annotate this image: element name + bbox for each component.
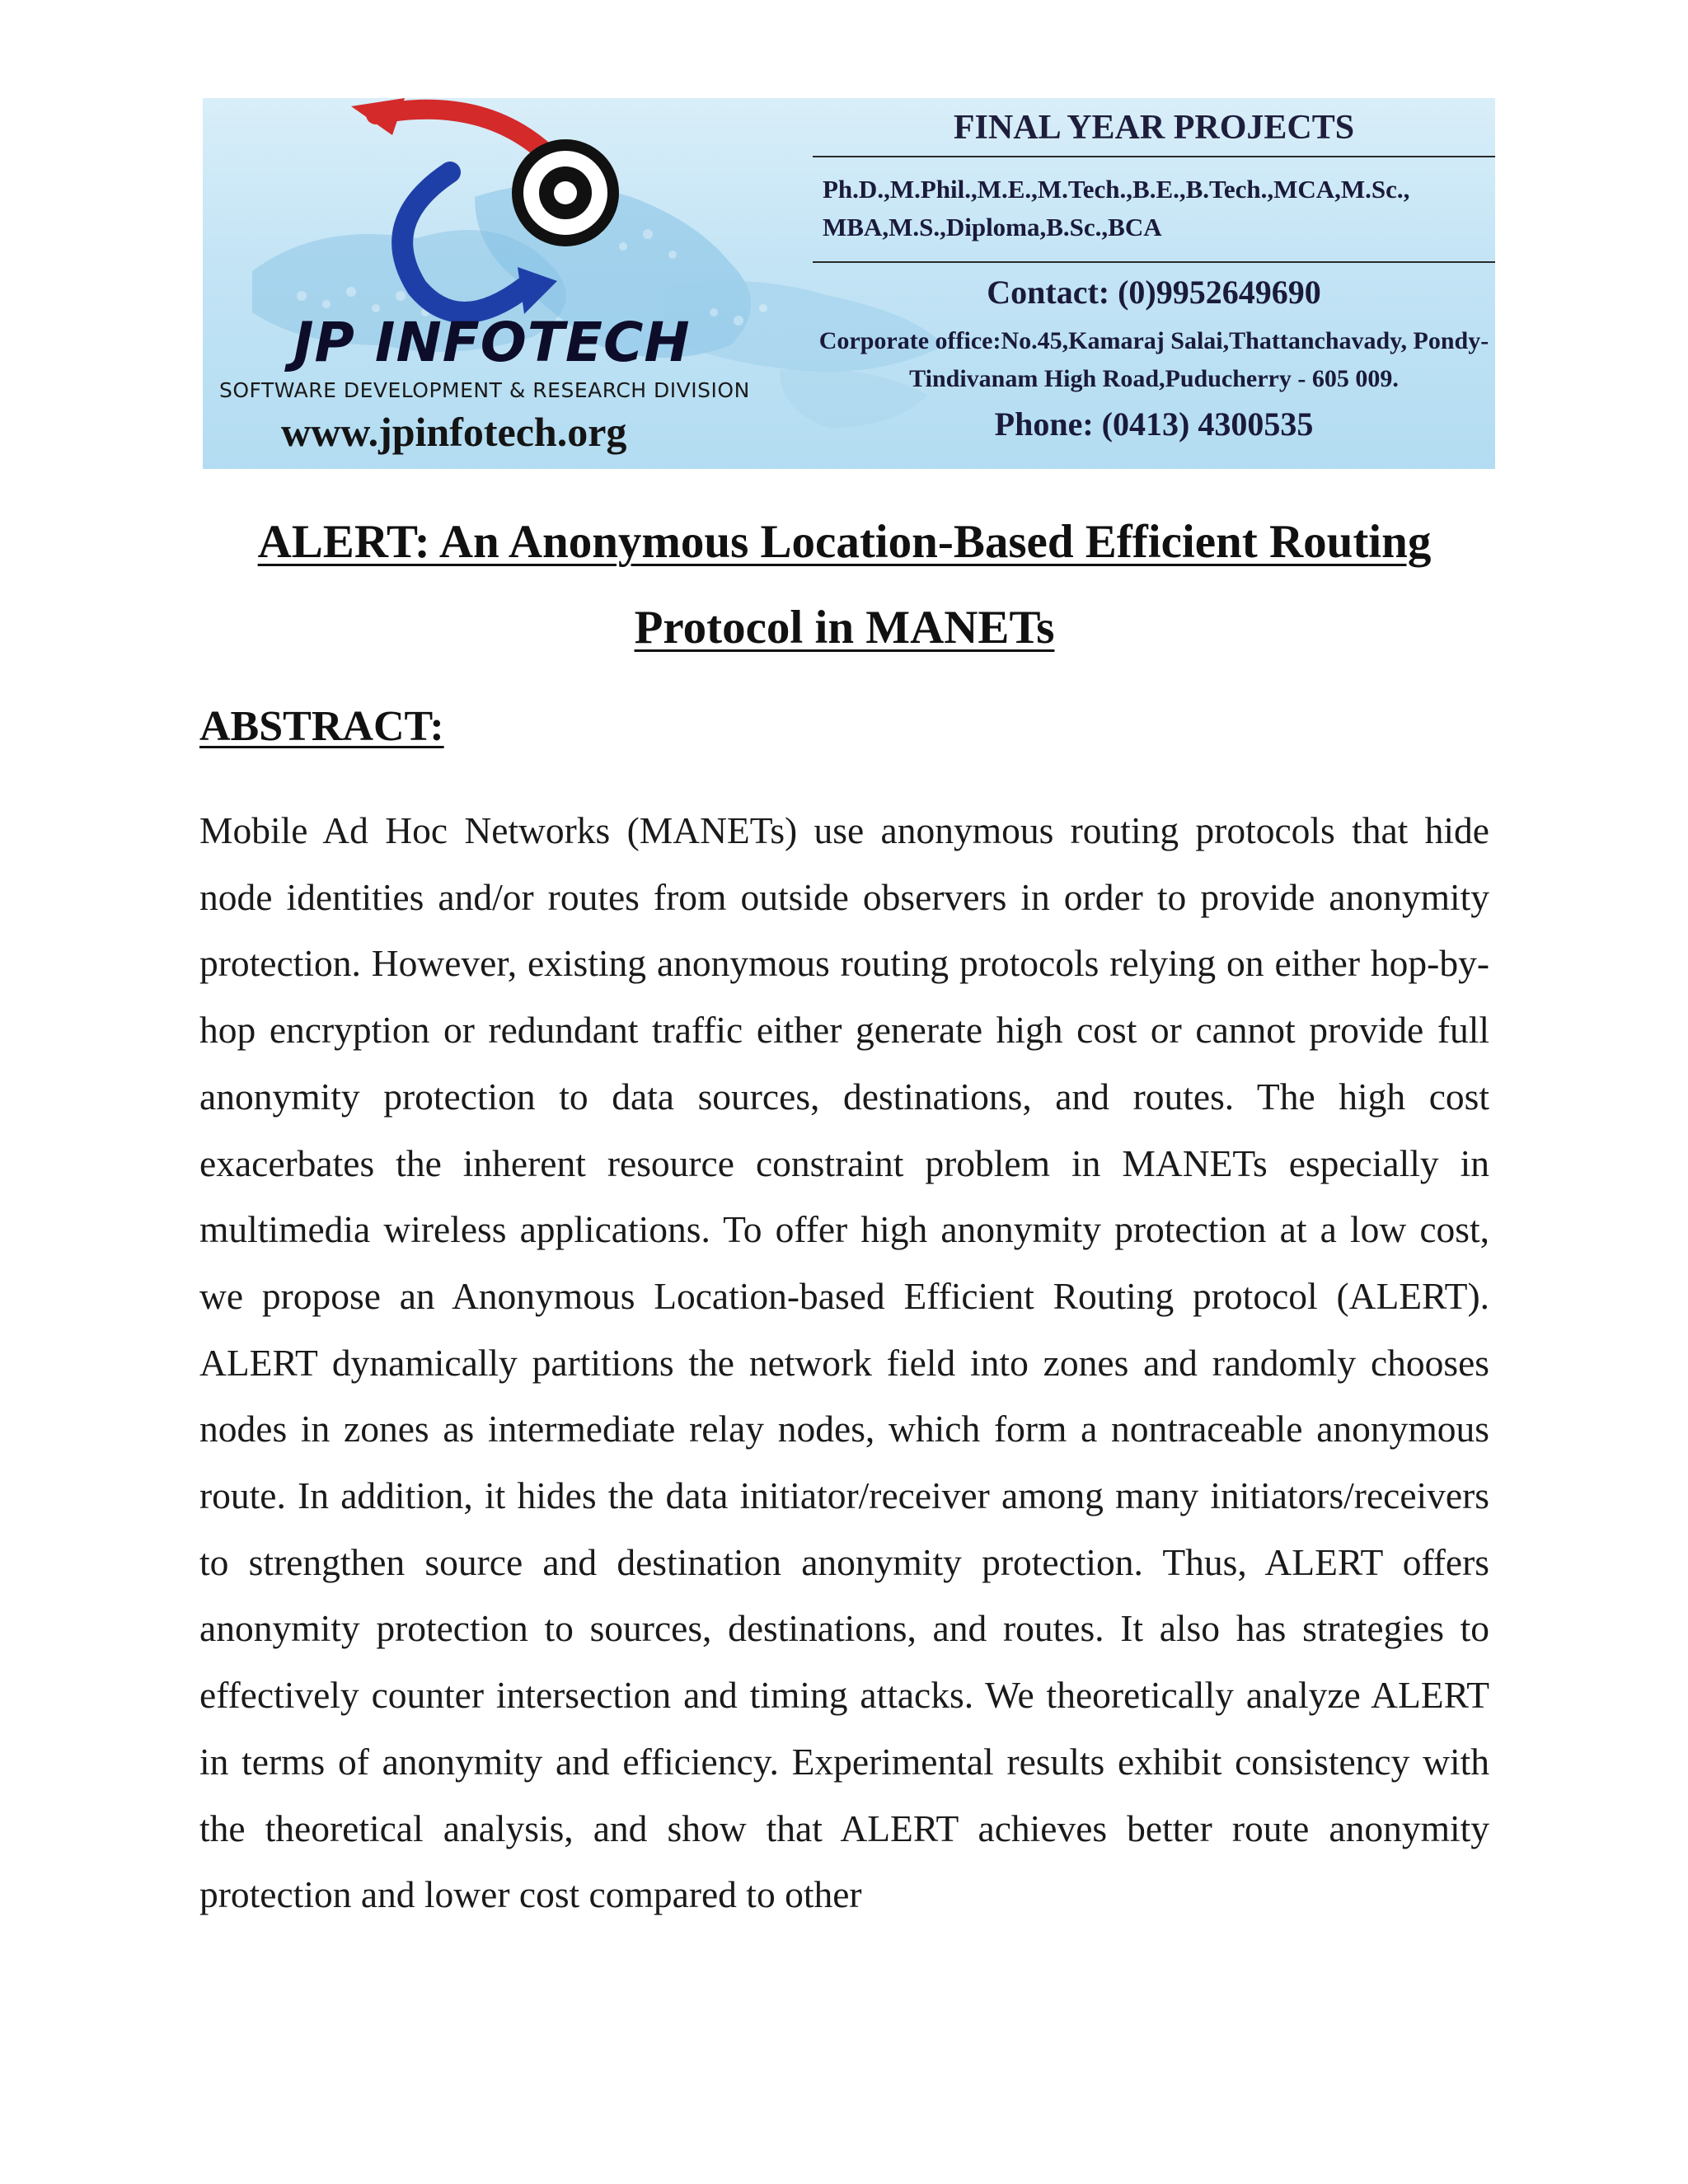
brand-subtitle: SOFTWARE DEVELOPMENT & RESEARCH DIVISION [219, 378, 750, 402]
banner-divider [813, 156, 1495, 157]
office-address: Corporate office:No.45,Kamaraj Salai,Thattanchavady, Pondy-Tindivanam High Road,Puducherry - 605 009. [818, 327, 1489, 392]
banner-divider [813, 261, 1495, 263]
document-title: ALERT: An Anonymous Location-Based Efficient Routing Protocol in MANETs [257, 516, 1432, 654]
website-link[interactable]: www.jpinfotech.org [281, 409, 627, 455]
courses-list: Ph.D.,M.Phil.,M.E.,M.Tech.,B.E.,B.Tech.,MCA,M.Sc., MBA,M.S.,Diploma,B.Sc.,BCA [823, 175, 1410, 241]
banner-heading: FINAL YEAR PROJECTS [953, 109, 1355, 147]
abstract-heading: ABSTRACT: [199, 703, 444, 750]
phone-number: Phone: (0413) 4300535 [994, 405, 1314, 443]
brand-name: JP INFOTECH [293, 311, 691, 374]
abstract-paragraph: Mobile Ad Hoc Networks (MANETs) use anonymous routing protocols that hide node identities and/or routes from outside observers in order to provide anonymity protection. However, existing anonymous routing protocols relying on either hop-by-hop encryption or redundant traffic either generate high cost or cannot provide full anonymity protection to data sources, destinations, and routes. The high cost exacerbates the inherent resource constraint problem in MANETs especially in multimedia wireless applications. To offer high anonymity protection at a low cost, we propose an Anonymous Location-based Efficient Routing protocol (ALERT). ALERT dynamically partitions the network field into zones and randomly chooses nodes in zones as intermediate relay nodes, which form a nontraceable anonymous route. In addition, it hides the data initiator/receiver among many initiators/receivers to strengthen source and destination anonymity protection. Thus, ALERT offers anonymity protection to sources, destinations, and routes. It also has strategies to effectively counter intersection and timing attacks. We theoretically analyze ALERT in terms of anonymity and efficiency. Experimental results exhibit consistency with the theoretical analysis, and show that ALERT achieves better route anonymity protection and lower cost compared to other [199, 809, 1489, 1916]
header-banner [203, 98, 1495, 469]
banner-info-panel [813, 98, 1495, 469]
contact-number: Contact: (0)9952649690 [987, 274, 1321, 311]
